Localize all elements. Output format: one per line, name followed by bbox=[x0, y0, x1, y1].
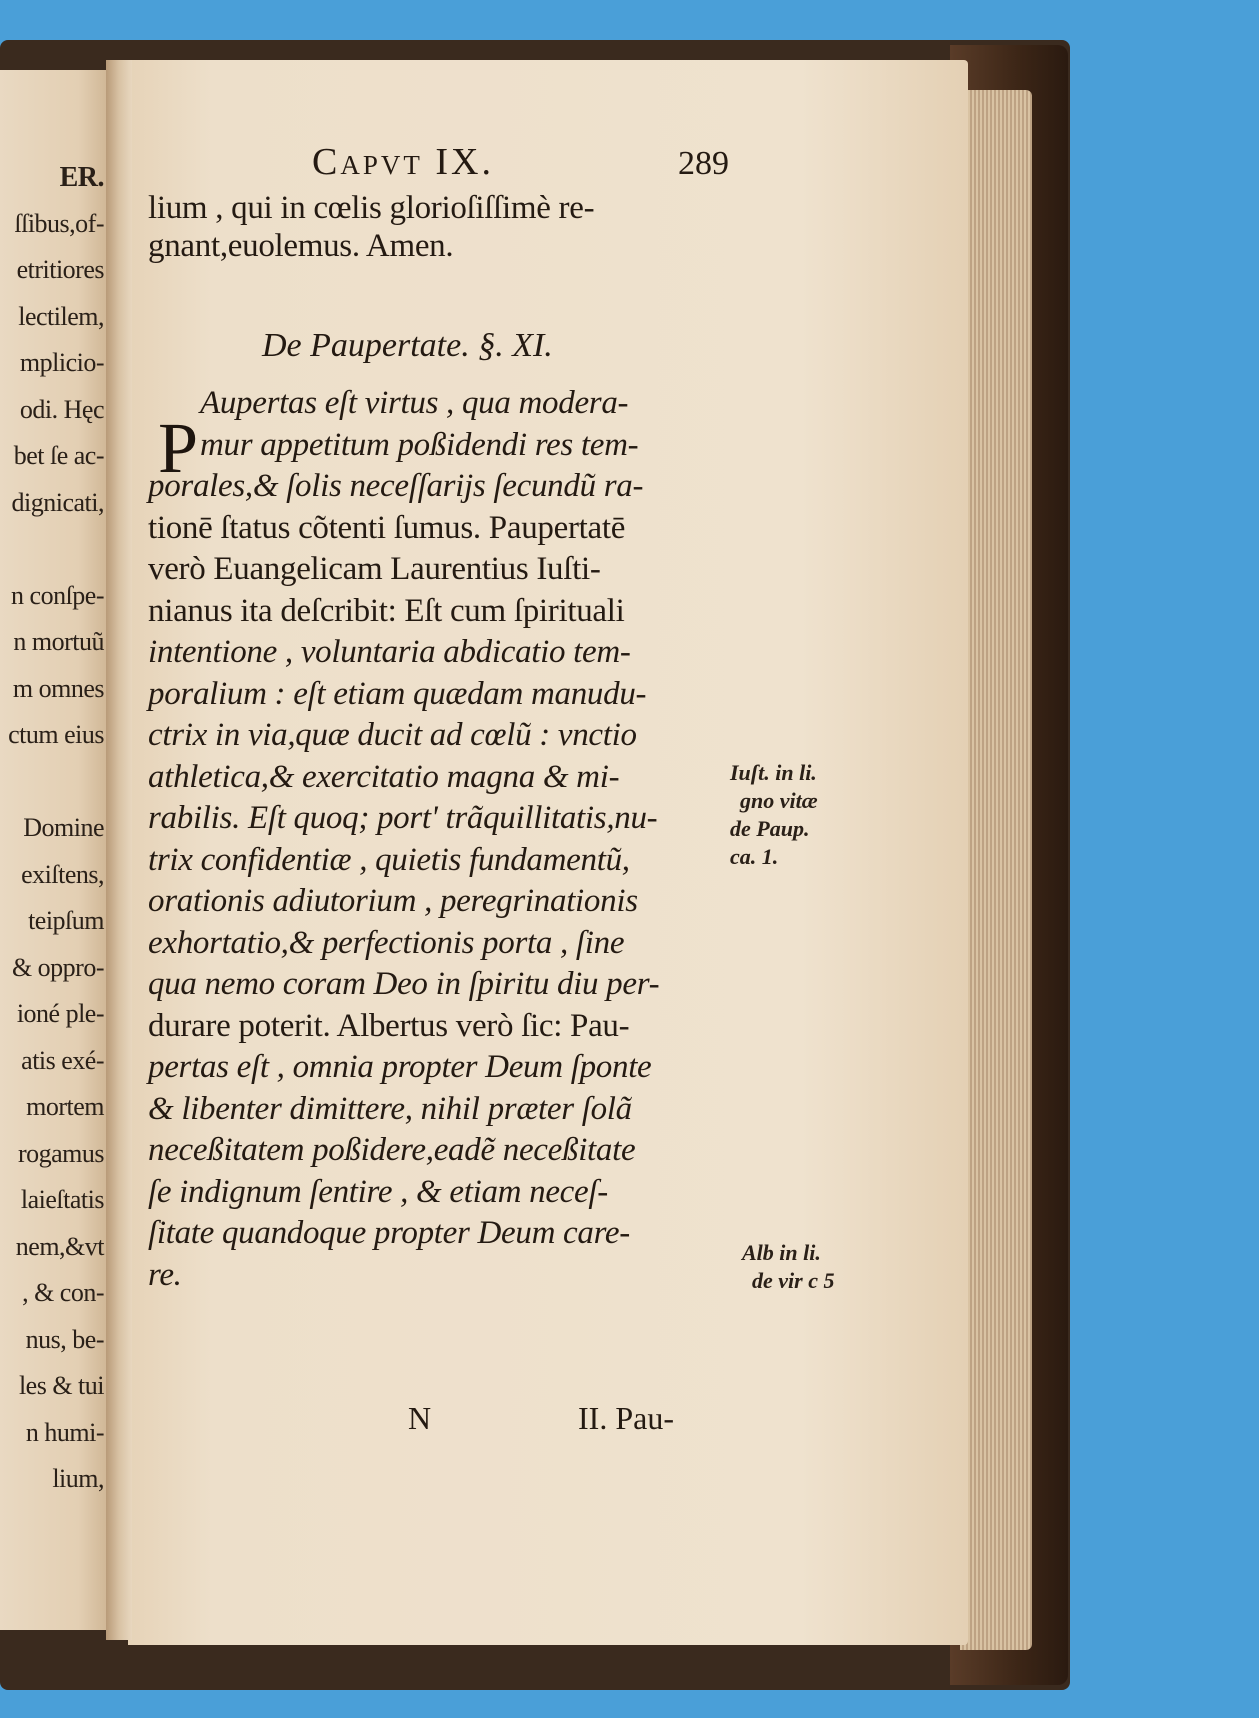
left-page-line: ctum eius bbox=[8, 720, 104, 749]
left-page-line: les & tui bbox=[18, 1371, 104, 1400]
left-page-line: dignicati, bbox=[11, 487, 104, 517]
paragraph-line: neceßitatem poßidere,eadẽ neceßitate bbox=[148, 1132, 636, 1168]
paragraph-line: Aupertas eſt virtus , qua modera- bbox=[200, 385, 629, 421]
left-page-line: nem,&vt bbox=[15, 1231, 104, 1261]
paragraph-line: poralium : eſt etiam quædam manudu- bbox=[148, 675, 647, 712]
left-page-line: rogamus bbox=[17, 1138, 104, 1168]
left-page-line: lectilem, bbox=[18, 301, 104, 331]
left-page-line: ſſibus,of- bbox=[14, 208, 104, 238]
paragraph-line: nianus ita deſcribit: Eſt cum ſpirituali bbox=[148, 592, 625, 629]
left-page-line: mplicio- bbox=[19, 348, 104, 377]
margin-note-line: ca. 1. bbox=[730, 844, 779, 869]
margin-note-line: de Paup. bbox=[730, 816, 810, 841]
drop-cap: P bbox=[158, 408, 199, 488]
left-page-line: odi. Hęc bbox=[19, 394, 104, 424]
paragraph-line: tionē ſtatus cõtenti ſumus. Paupertatē bbox=[148, 509, 626, 546]
margin-note-line: Iuſt. in li. bbox=[730, 760, 817, 785]
left-page-line: m omnes bbox=[12, 673, 104, 703]
left-page-line: n mortuũ bbox=[13, 627, 104, 656]
paragraph-line: porales,& ſolis neceſſariјs ſecundũ ra- bbox=[148, 468, 644, 504]
margin-note-line: gno vitæ bbox=[740, 788, 818, 813]
running-head: Capvt IX. bbox=[312, 141, 494, 183]
paragraph-line: trix confidentiæ , quietis fundamentũ, bbox=[148, 841, 630, 878]
left-page-line: n conſpe- bbox=[11, 580, 104, 610]
left-page-line: teipſum bbox=[28, 906, 104, 935]
left-page-line: ER. bbox=[59, 162, 104, 193]
opening-line-2: gnant,euolemus. Amen. bbox=[148, 228, 454, 264]
margin-note-line: de vir c 5 bbox=[752, 1268, 835, 1293]
page-fore-edge bbox=[960, 90, 1032, 1650]
left-page bbox=[0, 70, 112, 1630]
section-heading: De Paupertate. §. XI. bbox=[262, 327, 553, 364]
paragraph-line: ſitate quandoque propter Deum care- bbox=[148, 1215, 630, 1251]
left-page-line: etritiores bbox=[16, 255, 104, 284]
margin-note-line: Alb in li. bbox=[742, 1240, 821, 1265]
catchword: II. Pau- bbox=[578, 1400, 674, 1436]
left-page-line: laieſtatis bbox=[20, 1185, 104, 1214]
left-page-line: lium, bbox=[52, 1464, 104, 1493]
paragraph-line: orationis adiutorium , peregrinationis bbox=[148, 883, 638, 919]
paragraph-line: exhortatio,& perfectionis porta , ſine bbox=[148, 924, 625, 961]
left-page-line: & oppro- bbox=[11, 952, 104, 982]
paragraph-line: qua nemo coram Deo in ſpiritu diu per- bbox=[148, 966, 660, 1002]
left-page-line: mortem bbox=[26, 1092, 104, 1121]
signature-mark: N bbox=[408, 1400, 432, 1436]
left-page-line: ioné ple- bbox=[16, 999, 104, 1028]
paragraph-line: intentione , voluntaria abdicatio tem- bbox=[148, 634, 631, 670]
paragraph-line: mur appetitum poßidendi res tem- bbox=[200, 426, 639, 463]
paragraph-line: ctrix in via,quæ ducit ad cœlũ : vnctio bbox=[148, 717, 637, 753]
paragraph-line: verò Euangelicam Laurentius Iuſti- bbox=[148, 551, 601, 587]
paragraph-line: pertas eſt , omnia propter Deum ſponte bbox=[148, 1049, 652, 1085]
left-page-line: atis exé- bbox=[21, 1045, 104, 1075]
opening-line-1: lium , qui in cœlis glorioſiſſimè re- bbox=[148, 190, 595, 226]
book-gutter bbox=[106, 60, 132, 1640]
paragraph-line: re. bbox=[148, 1256, 182, 1293]
left-page-line: Domine bbox=[23, 813, 104, 842]
paragraph-line: rabilis. Eſt quoq; port' trãquillitatis,nu- bbox=[148, 800, 658, 836]
left-page-line: nus, be- bbox=[25, 1324, 104, 1354]
left-page-line: n humi- bbox=[25, 1417, 104, 1447]
page-number: 289 bbox=[678, 145, 729, 182]
left-page-line: exiſtens, bbox=[21, 859, 104, 889]
left-page-line: , & con- bbox=[22, 1278, 104, 1307]
left-page-line: bet ſe ac- bbox=[13, 441, 104, 470]
paragraph-line: athletica,& exercitatio magna & mi- bbox=[148, 758, 620, 795]
paragraph-line: ſe indignum ſentire , & etiam neceſ- bbox=[148, 1173, 608, 1210]
paragraph-line: durare poterit. Albertus verò ſic: Pau- bbox=[148, 1007, 630, 1044]
paragraph-line: & libenter dimittere, nihil præter ſolã bbox=[148, 1090, 632, 1127]
